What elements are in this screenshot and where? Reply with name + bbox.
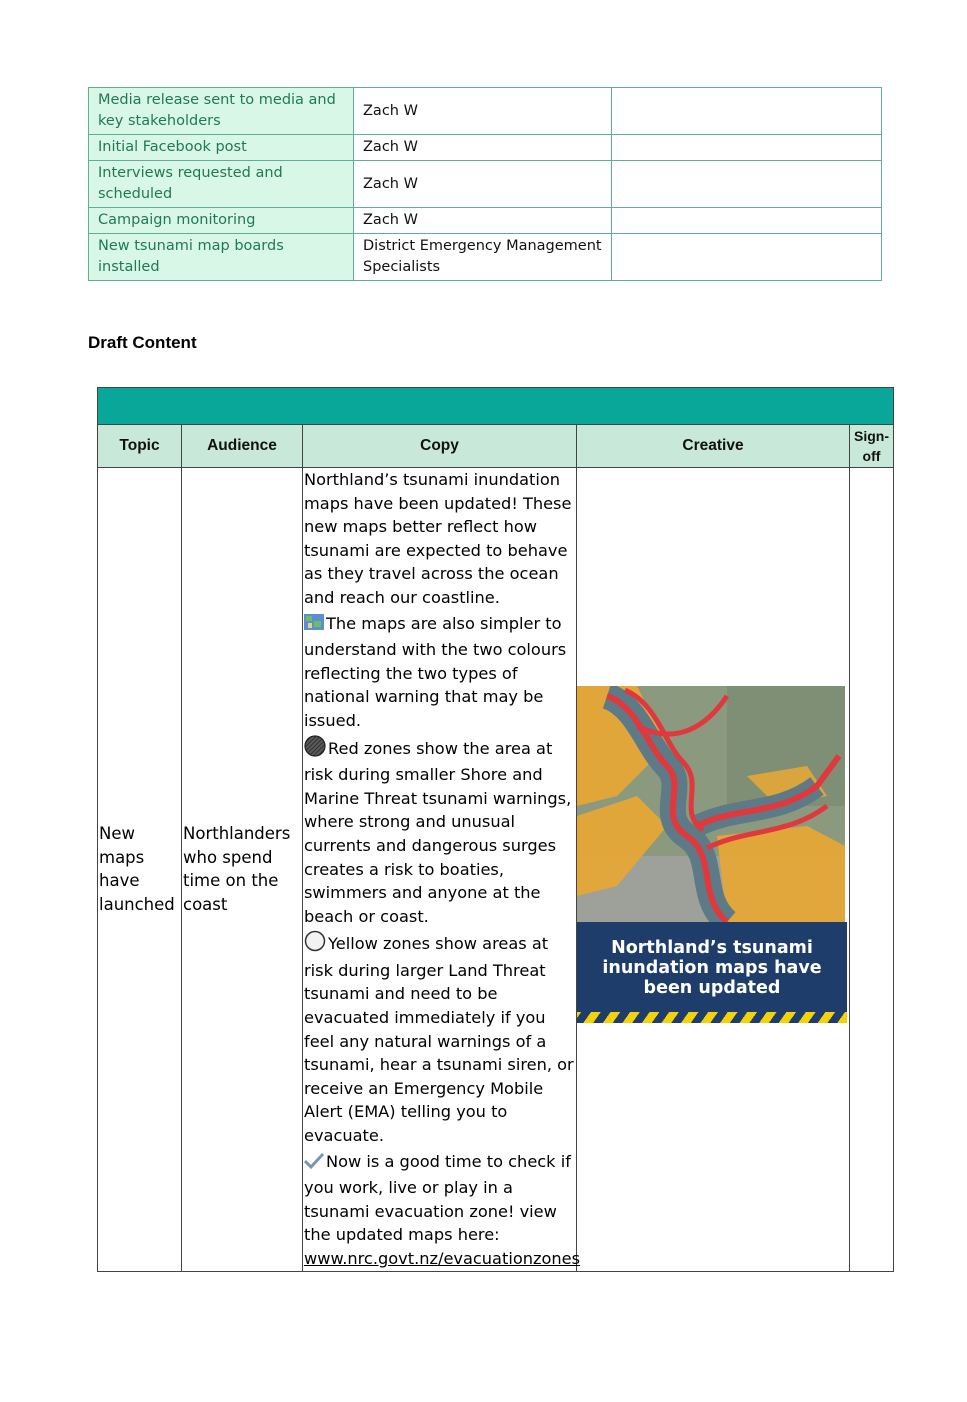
task-cell: Campaign monitoring: [89, 208, 354, 234]
copy-cell: [303, 468, 581, 1272]
table-banner-row: [98, 388, 894, 425]
signoff-cell: [612, 234, 882, 281]
copy-check: Now is a good time to check if you work, live or play in a tsunami evacuation zone! view the updated maps here:: [304, 1151, 571, 1245]
task-cell: New tsunami map boards installed: [89, 234, 354, 281]
signoff-cell: [850, 468, 894, 1272]
task-cell: Media release sent to media and key stakeholders: [89, 88, 354, 135]
copy-yellow-paragraph: [304, 930, 575, 1147]
topic-text: New maps have launched: [99, 824, 175, 914]
table-row: [89, 208, 882, 234]
link-text[interactable]: www.nrc.govt.nz/evacuationzones: [304, 1249, 581, 1268]
table-row: [98, 468, 894, 1272]
topic-cell: [98, 468, 182, 1272]
table-row: [89, 88, 882, 135]
map-icon: [304, 614, 324, 639]
red-circle-icon: [304, 735, 326, 764]
header-topic: Topic: [98, 425, 182, 468]
copy-intro: Northland’s tsunami inundation maps have been updated! These new maps better reflect how tsunami are expected to behave as they travel across the ocean and reach our coastline.: [304, 470, 572, 607]
owner-cell: Zach W: [354, 88, 612, 135]
task-cell: Interviews requested and scheduled: [89, 161, 354, 208]
copy-red-paragraph: [304, 735, 575, 929]
header-copy: Copy: [303, 425, 577, 468]
table-row: [89, 234, 882, 281]
header-creative: Creative: [577, 425, 850, 468]
signoff-cell: [612, 135, 882, 161]
copy-check-paragraph: [304, 1150, 575, 1247]
table-header-row: [98, 425, 894, 468]
section-heading: Draft Content: [88, 333, 197, 352]
white-circle-icon: [304, 930, 326, 959]
evacuation-zones-link[interactable]: [304, 1247, 581, 1271]
copy-yellow: Yellow zones show areas at risk during larger Land Threat tsunami and need to be evacuated immediately if you feel any natural warnings of a tsunami, hear a tsunami siren, or receive an Emergency Mobile Alert (EMA) telling you to evacuate.: [304, 934, 574, 1146]
draft-content-table: [97, 387, 894, 1272]
copy-maps: The maps are also simpler to understand with the two colours reflecting the two types of national warning that may be issued.: [304, 613, 567, 730]
task-table: [88, 87, 882, 281]
owner-cell: Zach W: [354, 161, 612, 208]
creative-banner-text: Northland’s tsunami inundation maps have been updated: [577, 922, 847, 1014]
inundation-map-image: [577, 686, 845, 922]
teal-banner: [98, 388, 894, 425]
audience-text: Northlanders who spend time on the coast: [183, 824, 291, 914]
header-audience: Audience: [182, 425, 303, 468]
hazard-stripe: [577, 1012, 847, 1023]
signoff-cell: [612, 208, 882, 234]
header-signoff: Sign-off: [850, 425, 894, 468]
creative-image: [577, 686, 847, 1023]
owner-cell: Zach W: [354, 135, 612, 161]
table-row: [89, 135, 882, 161]
copy-red: Red zones show the area at risk during smaller Shore and Marine Threat tsunami warnings, where strong and unusual currents and dangerous surges creates a risk to boaties, swimmers and anyone at the beach or coast.: [304, 738, 572, 926]
task-cell: Initial Facebook post: [89, 135, 354, 161]
owner-cell: District Emergency Management Specialists: [354, 234, 612, 281]
audience-cell: [182, 468, 303, 1272]
creative-cell: [577, 468, 850, 1272]
signoff-cell: [612, 161, 882, 208]
owner-cell: Zach W: [354, 208, 612, 234]
table-row: [89, 161, 882, 208]
checkmark-icon: [304, 1152, 324, 1177]
copy-maps-paragraph: [304, 612, 575, 733]
signoff-cell: [612, 88, 882, 135]
